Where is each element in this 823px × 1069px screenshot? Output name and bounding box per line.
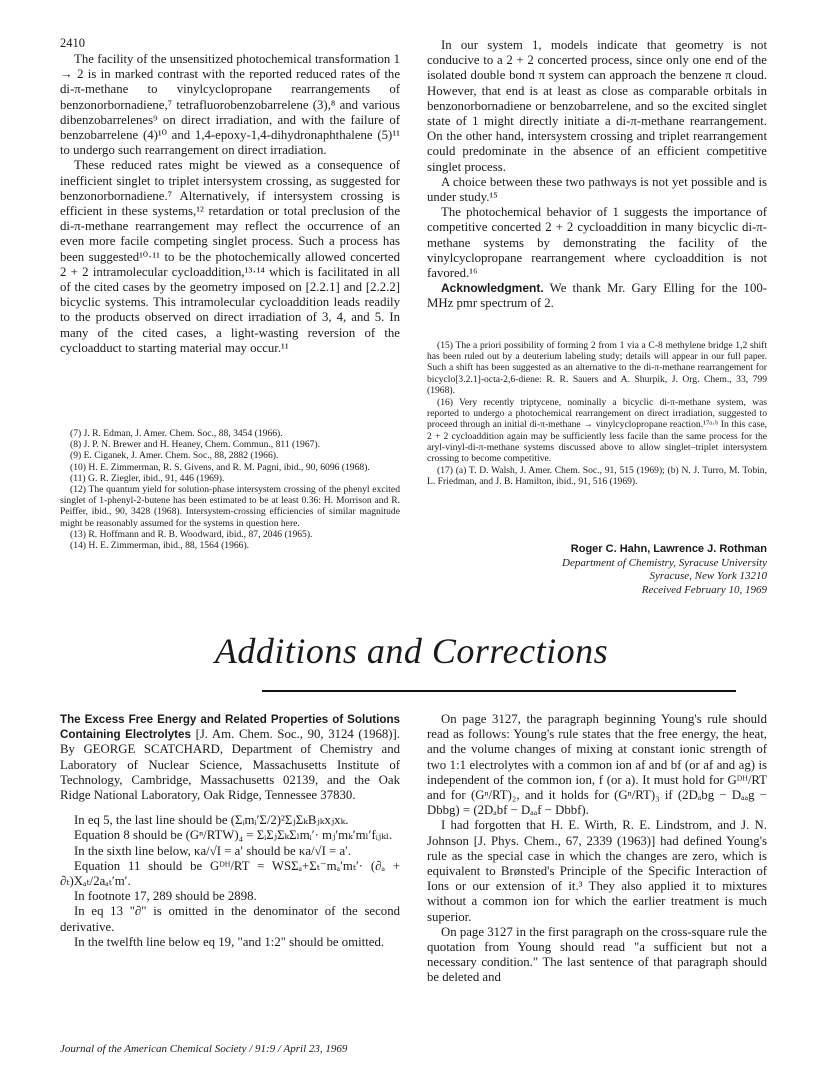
- reference: (17) (a) T. D. Walsh, J. Amer. Chem. Soc., 91, 515 (1969); (b) N. J. Turro, M. Tobin, L. Friedman, and J. B. Hamilton, ibid., 91, 516 (1969).: [427, 465, 767, 488]
- correction-heading: [60, 712, 400, 803]
- reference: (11) G. R. Ziegler, ibid., 91, 446 (1969).: [70, 472, 225, 484]
- left-references: [60, 428, 400, 551]
- received-date: Received February 10, 1969: [641, 583, 767, 596]
- authors: Roger C. Hahn, Lawrence J. Rothman: [570, 543, 767, 555]
- reference: (15) The a priori possibility of forming 2 from 1 via a C-8 methylene bridge 1,2 shift has been ruled out by a deuterium labeling study; details will appear in our full paper. Such a shift has been suggested as an alternative to the di-π-methane rearrangement for bicyclo[3.2.1]-octa-2,6-diene: R. R. Sauers and A. Shurpik, J. Org. Chem., 33, 799 (1968).: [427, 340, 767, 396]
- section-title: Additions and Corrections: [214, 631, 609, 671]
- reference: (10) H. E. Zimmerman, R. S. Givens, and R. M. Pagni, ibid., 90, 6096 (1968).: [70, 461, 370, 473]
- correction-item: In eq 13 "∂" is omitted in the denominator of the second derivative.: [60, 904, 400, 934]
- reference: (7) J. R. Edman, J. Amer. Chem. Soc., 88, 3454 (1966).: [70, 428, 283, 439]
- correction-item: In footnote 17, 289 should be 2898.: [74, 889, 257, 904]
- reference: (9) E. Ciganek, J. Amer. Chem. Soc., 88, 2882 (1966).: [70, 450, 279, 462]
- paragraph: In our system 1, models indicate that geometry is not conducive to a 2 + 2 concerted process, since only one end of the isolated double bond π system can approach the benzene π cloud. However, that end is at least as close as comparable orbitals in benzonorbornadiene or benzobarrelene, and so the excited singlet state of 1 might directly initiate a di-π-methane rearrangement. On the other hand, intersystem crossing and triplet rearrangement could predominate in the absence of an efficient competitive singlet process.: [427, 38, 767, 174]
- acknowledgment-heading: Acknowledgment.: [441, 281, 544, 296]
- reference: (13) R. Hoffmann and R. B. Woodward, ibid., 87, 2046 (1965).: [70, 528, 313, 540]
- correction-item: Equation 8 should be (Gⁿ/RTW)₄ = ΣᵢΣⱼΣₖΣₗmᵢʹ· mⱼʹmₖʹmₗʹfᵢⱼₖₗ.: [74, 828, 393, 843]
- paragraph: A choice between these two pathways is not yet possible and is under study.¹⁵: [427, 174, 767, 205]
- department: Department of Chemistry, Syracuse University: [562, 556, 767, 569]
- page-number: 2410: [60, 36, 85, 50]
- correction-item: On page 3127, the paragraph beginning Young's rule should read as follows: Young's rule states that the free energy, the heat, and the volume changes of mixing at constant ionic strength of two 1:1 electrolytes with a common ion af and bf (or af and ag) is independent of the common ion, f (or a). It must hold for Gᴰᴴ/RT and for (Gⁿ/RT)₂, and it holds for (Gⁿ/RT)₃ if (2Dₐbg − Dₐₐg − Dbbg) = (2Dₐbf − Dₐₐf − Dbbf).: [427, 712, 767, 818]
- city: Syracuse, New York 13210: [649, 570, 767, 582]
- reference: (12) The quantum yield for solution-phase intersystem crossing of the phenyl excited singlet of 1-phenyl-2-butene has been estimated to be at least 0.36: H. Morrison and R. Peiffer, ibid., 90, 3428 (1968). Intersystem-crossing efficiencies of similar magnitude might be reasonably assumed for the systems in question here.: [60, 484, 400, 529]
- reference: (16) Very recently triptycene, nominally a bicyclic di-π-methane system, was reported to undergo a photochemical rearrangement on direct irradiation, suggested to proceed through an initial di-π-methane → vinylcyclopropane reaction.¹⁷ᵃ·ᵇ In this case, 2 + 2 cycloaddition again may be sufficiently less facile than the same process for the aryl-vinyl-di-π-methane systems discussed above to allow singlet–triplet intersystem crossing to become competitive.: [427, 397, 767, 465]
- correction-citation: [J. Am. Chem. Soc., 90, 3124 (1968)]. By GEORGE SCATCHARD, Department of Chemistry and Laboratory of Nuclear Science, Massachusetts Institute of Technology, Cambridge, Massachusetts 02139, and the Oak Ridge National Laboratory, Oak Ridge, Tennessee 37830.: [60, 727, 401, 803]
- correction-item: I had forgotten that H. E. Wirth, R. E. Lindstrom, and J. N. Johnson [J. Phys. Chem., 67, 2339 (1963)] had defined Young's rule as the special case in which the changes are zero, which is equivalent to Brønsted's Principle of the Specific Interaction of Ions or our extension of it.³ They also applied it to mixtures without a common ion for which the earlier treatment is much superior.: [427, 818, 767, 924]
- correction-item: In the twelfth line below eq 19, "and 1:2" should be omitted.: [74, 934, 385, 949]
- paragraph: The facility of the unsensitized photochemical transformation 1 → 2 is in marked contrast with the reported reduced rates of the di-π-methane to vinylcyclopropane rearrangements of benzonorbornadiene,⁷ tetrafluorobenzobarrelene (3),⁸ and various dibenzobarrelenes⁹ on direct irradiation, and with the failure of benzobarrelene (4)¹⁰ and 1,4-epoxy-1,4-dihydronaphthalene (5)¹¹ to undergo such rearrangement on direct irradiation.: [60, 52, 400, 158]
- correction-item: Equation 11 should be Gᴰᴴ/RT = WSΣₐ+Σₜ⁻mₐʹmₜʹ· (∂ₐ + ∂ₜ)Xₐₜ/2aₐₜʹmʹ.: [60, 858, 400, 889]
- reference: (14) H. E. Zimmerman, ibid., 88, 1564 (1966).: [70, 540, 250, 552]
- journal-footer: Journal of the American Chemical Society / 91:9 / April 23, 1969: [60, 1043, 348, 1055]
- reference: (8) J. P. N. Brewer and H. Heaney, Chem. Commun., 811 (1967).: [70, 439, 321, 451]
- left-column-body: [60, 52, 400, 356]
- paragraph: The photochemical behavior of 1 suggests the importance of competitive concerted 2 + 2 cycloaddition in many bicyclic di-π-methane systems by demonstrating the facility of the vinylcyclopropane rearrangement where cycloaddition is not favored.¹⁶: [427, 205, 767, 281]
- section-rule: [262, 690, 736, 692]
- acknowledgment-text: We thank Mr. Gary Elling for the 100-MHz pmr spectrum of 2.: [427, 281, 767, 311]
- corrections-left-column: [60, 712, 400, 950]
- acknowledgment: [427, 281, 767, 311]
- right-references: [427, 340, 767, 489]
- author-signature: [427, 543, 767, 597]
- paragraph: These reduced rates might be viewed as a consequence of inefficient singlet to triplet intersystem crossing, as suggested for benzonorbornadiene.⁷ Alternatively, if intersystem crossing is efficient in these systems,¹² retardation or total preclusion of the di-π-methane rearrangement may reflect the occurrence of an even more facile competing singlet process. Such a process has been suggested¹⁰·¹¹ to be the photochemically allowed concerted 2 + 2 intramolecular cycloaddition,¹³·¹⁴ which is facilitated in all of the cited cases by the geometry imposed on [2.2.1] and [2.2.2] bicyclic systems. This intramolecular cycloaddition leads readily to the products observed on direct irradiation of 3, 4, and 5. In many of the cited cases, a light-wasting reversion of the cycloadduct to starting material may occur.¹¹: [60, 158, 400, 355]
- corrections-right-column: [427, 712, 767, 986]
- correction-item: In the sixth line below, κa/√I = aʹ should be κa/√I = aʹ.: [74, 843, 352, 858]
- correction-item: On page 3127 in the first paragraph on the cross-square rule the quotation from Young should read "a sufficient but not a necessary condition." The last sentence of that paragraph should be deleted and: [427, 924, 767, 985]
- correction-title: The Excess Free Energy and Related Properties of Solutions Containing Electrolytes: [60, 713, 400, 742]
- correction-item: In eq 5, the last line should be (ΣᵢmᵢʹΣ/2)²ΣⱼΣₖBⱼₖxⱼxₖ.: [74, 813, 349, 828]
- right-column-body: [427, 38, 767, 312]
